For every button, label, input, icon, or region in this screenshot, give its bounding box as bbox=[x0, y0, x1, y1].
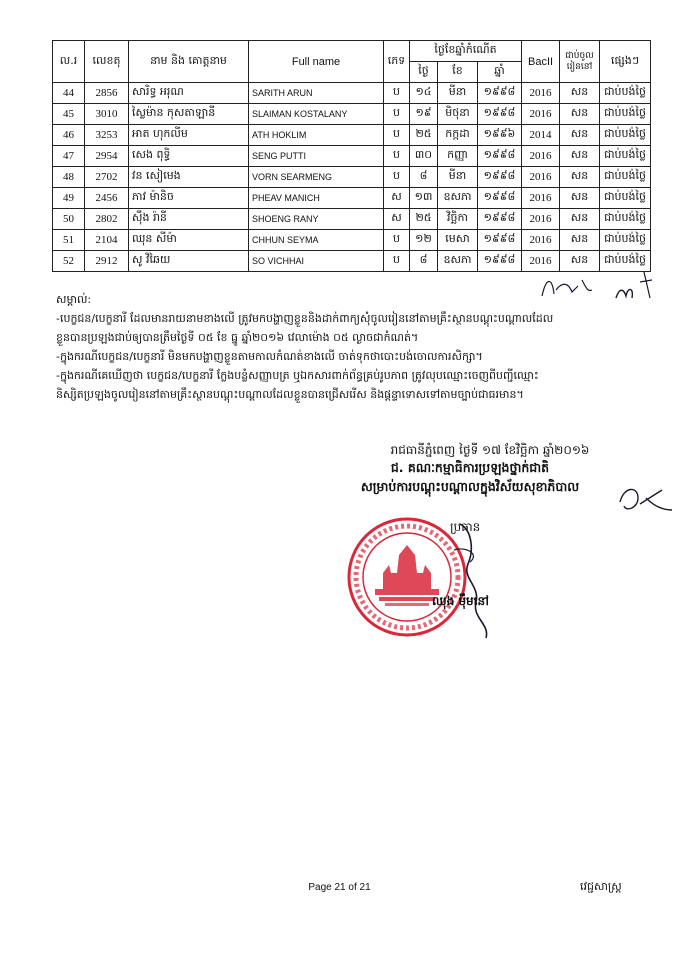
row-year: ១៩៩៨ bbox=[478, 83, 522, 104]
row-full-name: CHHUN SEYMA bbox=[249, 230, 384, 251]
handwritten-signature bbox=[440, 520, 520, 640]
row-id: 2104 bbox=[85, 230, 129, 251]
row-day: ១២ bbox=[410, 230, 438, 251]
row-sex: ស bbox=[384, 209, 410, 230]
header-month: ខែ bbox=[438, 62, 478, 83]
row-note: ជាប់បង់ថ្លៃ bbox=[600, 230, 651, 251]
table-row bbox=[53, 104, 651, 125]
row-sex: ប bbox=[384, 167, 410, 188]
header-id: លេខតុ bbox=[85, 41, 129, 83]
table-row bbox=[53, 188, 651, 209]
row-day: ១៩ bbox=[410, 104, 438, 125]
table-row bbox=[53, 146, 651, 167]
notes-line-5: និស្សិតប្រឡងចូលរៀននៅតាមគ្រឹះស្ថានបណ្តុះបណ្តាលដែលខ្លួនបានជ្រើសរើស និងផ្តន្ទាទោសទៅតាមច្បាប់ជាធរមាន។ bbox=[56, 388, 524, 401]
signer-name: ឈុង ម៉ឹមនៅ bbox=[432, 594, 489, 608]
row-month: មិថុនា bbox=[438, 104, 478, 125]
row-no: 45 bbox=[53, 104, 85, 125]
table-header-row bbox=[53, 41, 651, 62]
margin-signature bbox=[616, 480, 676, 520]
row-school: សន bbox=[560, 209, 600, 230]
row-khmer-name: ស្លៃម៉ាន កុសតាឡានី bbox=[129, 104, 249, 125]
row-no: 51 bbox=[53, 230, 85, 251]
row-id: 2954 bbox=[85, 146, 129, 167]
row-no: 49 bbox=[53, 188, 85, 209]
row-full-name: ATH HOKLIM bbox=[249, 125, 384, 146]
row-day: ៨ bbox=[410, 251, 438, 272]
row-id: 3010 bbox=[85, 104, 129, 125]
row-full-name: SO VICHHAI bbox=[249, 251, 384, 272]
row-year: ១៩៩៨ bbox=[478, 251, 522, 272]
header-year: ឆ្នាំ bbox=[478, 62, 522, 83]
header-sex: ភេទ bbox=[384, 41, 410, 83]
header-bacii: BacII bbox=[522, 41, 560, 83]
header-khmer-name: នាម និង គោត្តនាម bbox=[129, 41, 249, 83]
row-bacii: 2016 bbox=[522, 251, 560, 272]
row-full-name: VORN SEARMENG bbox=[249, 167, 384, 188]
header-no: ល.រ bbox=[53, 41, 85, 83]
row-id: 2456 bbox=[85, 188, 129, 209]
table-row bbox=[53, 83, 651, 104]
signature-block bbox=[300, 442, 640, 498]
row-id: 2802 bbox=[85, 209, 129, 230]
row-month: មីនា bbox=[438, 167, 478, 188]
row-sex: ប bbox=[384, 83, 410, 104]
row-note: ជាប់បង់ថ្លៃ bbox=[600, 188, 651, 209]
row-year: ១៩៩៨ bbox=[478, 167, 522, 188]
notes-section bbox=[56, 290, 656, 404]
row-full-name: PHEAV MANICH bbox=[249, 188, 384, 209]
row-full-name: SENG PUTTI bbox=[249, 146, 384, 167]
results-table bbox=[52, 40, 651, 272]
row-year: ១៩៩៨ bbox=[478, 188, 522, 209]
row-month: វិច្ឆិកា bbox=[438, 209, 478, 230]
row-khmer-name: ស៊ឹង រ៉ានី bbox=[129, 209, 249, 230]
notes-heading: សម្គាល់: bbox=[56, 293, 92, 306]
row-year: ១៩៩៨ bbox=[478, 104, 522, 125]
row-sex: ប bbox=[384, 251, 410, 272]
header-dob: ថ្ងៃខែឆ្នាំកំណើត bbox=[410, 41, 522, 62]
header-school: ជាប់ចូលរៀននៅ bbox=[560, 41, 600, 83]
row-no: 52 bbox=[53, 251, 85, 272]
notes-line-2: ខ្លួនបានប្រឡងជាប់ឲ្យបានត្រឹមថ្ងៃទី ០៥ ខែ ធ្នូ ឆ្នាំ២០១៦ វេលាម៉ោង ០៥ ល្ងាចជាកំណត់។ bbox=[56, 331, 419, 344]
row-school: សន bbox=[560, 125, 600, 146]
sign-date: រាជធានីភ្នំពេញ ថ្ងៃទី ១៧ ខែវិច្ឆិកា ឆ្នាំ២០១៦ bbox=[390, 443, 590, 457]
notes-line-1: -បេក្ខជន/បេក្ខនារី ដែលមានរាយនាមខាងលើ ត្រូវមកបង្ហាញខ្លួននិងដាក់ពាក្យសុំចូលរៀននៅតាមគ្រឹះស្ថានបណ្តុះបណ្តាលដែល bbox=[56, 312, 554, 325]
row-year: ១៩៩៦ bbox=[478, 125, 522, 146]
row-school: សន bbox=[560, 146, 600, 167]
footer-department: វេជ្ជសាស្ត្រ bbox=[580, 880, 622, 893]
row-month: ឧសភា bbox=[438, 251, 478, 272]
row-month: កក្កដា bbox=[438, 125, 478, 146]
row-bacii: 2014 bbox=[522, 125, 560, 146]
row-khmer-name: សេង ពុទ្ធិ bbox=[129, 146, 249, 167]
row-no: 48 bbox=[53, 167, 85, 188]
row-school: សន bbox=[560, 167, 600, 188]
row-id: 2912 bbox=[85, 251, 129, 272]
row-day: ៣០ bbox=[410, 146, 438, 167]
row-full-name: SARITH ARUN bbox=[249, 83, 384, 104]
org-line-2: សម្រាប់ការបណ្តុះបណ្តាលក្នុងវិស័យសុខាភិបាល bbox=[360, 479, 580, 494]
row-id: 2702 bbox=[85, 167, 129, 188]
row-bacii: 2016 bbox=[522, 209, 560, 230]
row-no: 47 bbox=[53, 146, 85, 167]
row-bacii: 2016 bbox=[522, 167, 560, 188]
row-note: ជាប់បង់ថ្លៃ bbox=[600, 125, 651, 146]
row-school: សន bbox=[560, 83, 600, 104]
row-note: ជាប់បង់ថ្លៃ bbox=[600, 251, 651, 272]
page-number: Page 21 of 21 bbox=[308, 882, 371, 893]
header-other: ផ្សេងៗ bbox=[600, 41, 651, 83]
notes-line-4: -ក្នុងករណីគេឃើញថា បេក្ខជន/បេក្ខនារី ក្លែងបន្លំសញ្ញាបត្រ ឬឯកសារពាក់ព័ន្ធគ្រប់រូបភាព ត្រូវលុបឈ្មោះចេញពីបញ្ជីឈ្មោះ bbox=[56, 369, 539, 382]
row-note: ជាប់បង់ថ្លៃ bbox=[600, 104, 651, 125]
row-id: 2856 bbox=[85, 83, 129, 104]
row-khmer-name: ភាវ ម៉ានិច bbox=[129, 188, 249, 209]
row-note: ជាប់បង់ថ្លៃ bbox=[600, 167, 651, 188]
row-school: សន bbox=[560, 251, 600, 272]
row-no: 44 bbox=[53, 83, 85, 104]
row-note: ជាប់បង់ថ្លៃ bbox=[600, 146, 651, 167]
row-id: 3253 bbox=[85, 125, 129, 146]
org-line-1: ជ. គណៈកម្មាធិការប្រឡងថ្នាក់ជាតិ bbox=[390, 460, 550, 475]
row-sex: ប bbox=[384, 230, 410, 251]
row-sex: ប bbox=[384, 104, 410, 125]
notes-line-3: -ក្នុងករណីបេក្ខជន/បេក្ខនារី មិនមកបង្ហាញខ្លួនតាមកាលកំណត់ខាងលើ ចាត់ទុកថាបោះបង់ចោលការសិក្សា។ bbox=[56, 350, 483, 363]
row-year: ១៩៩៨ bbox=[478, 230, 522, 251]
row-sex: ប bbox=[384, 125, 410, 146]
row-bacii: 2016 bbox=[522, 104, 560, 125]
row-sex: ប bbox=[384, 146, 410, 167]
table-row bbox=[53, 167, 651, 188]
row-day: ២៥ bbox=[410, 125, 438, 146]
header-day: ថ្ងៃ bbox=[410, 62, 438, 83]
row-month: មីនា bbox=[438, 83, 478, 104]
table-row bbox=[53, 209, 651, 230]
row-day: ១៣ bbox=[410, 188, 438, 209]
row-no: 50 bbox=[53, 209, 85, 230]
row-bacii: 2016 bbox=[522, 230, 560, 251]
row-khmer-name: វន សៀមេង bbox=[129, 167, 249, 188]
table-row bbox=[53, 230, 651, 251]
row-khmer-name: សូ វិឆៃយ bbox=[129, 251, 249, 272]
row-day: ៨ bbox=[410, 167, 438, 188]
row-note: ជាប់បង់ថ្លៃ bbox=[600, 209, 651, 230]
row-year: ១៩៩៨ bbox=[478, 146, 522, 167]
header-full-name: Full name bbox=[249, 41, 384, 83]
row-day: ២៥ bbox=[410, 209, 438, 230]
row-bacii: 2016 bbox=[522, 83, 560, 104]
row-year: ១៩៩៨ bbox=[478, 209, 522, 230]
row-note: ជាប់បង់ថ្លៃ bbox=[600, 83, 651, 104]
row-bacii: 2016 bbox=[522, 146, 560, 167]
row-no: 46 bbox=[53, 125, 85, 146]
row-school: សន bbox=[560, 104, 600, 125]
row-month: មេសា bbox=[438, 230, 478, 251]
row-bacii: 2016 bbox=[522, 188, 560, 209]
row-full-name: SHOENG RANY bbox=[249, 209, 384, 230]
row-day: ១៤ bbox=[410, 83, 438, 104]
row-sex: ស bbox=[384, 188, 410, 209]
row-khmer-name: សារិទ្ធ អរុណ bbox=[129, 83, 249, 104]
row-full-name: SLAIMAN KOSTALANY bbox=[249, 104, 384, 125]
row-school: សន bbox=[560, 188, 600, 209]
row-khmer-name: អាត ហុកលីម bbox=[129, 125, 249, 146]
row-month: កញ្ញា bbox=[438, 146, 478, 167]
row-khmer-name: ឈុន សីម៉ា bbox=[129, 230, 249, 251]
row-school: សន bbox=[560, 230, 600, 251]
row-month: ឧសភា bbox=[438, 188, 478, 209]
signer-role: ប្រធាន bbox=[450, 520, 481, 534]
table-row bbox=[53, 125, 651, 146]
